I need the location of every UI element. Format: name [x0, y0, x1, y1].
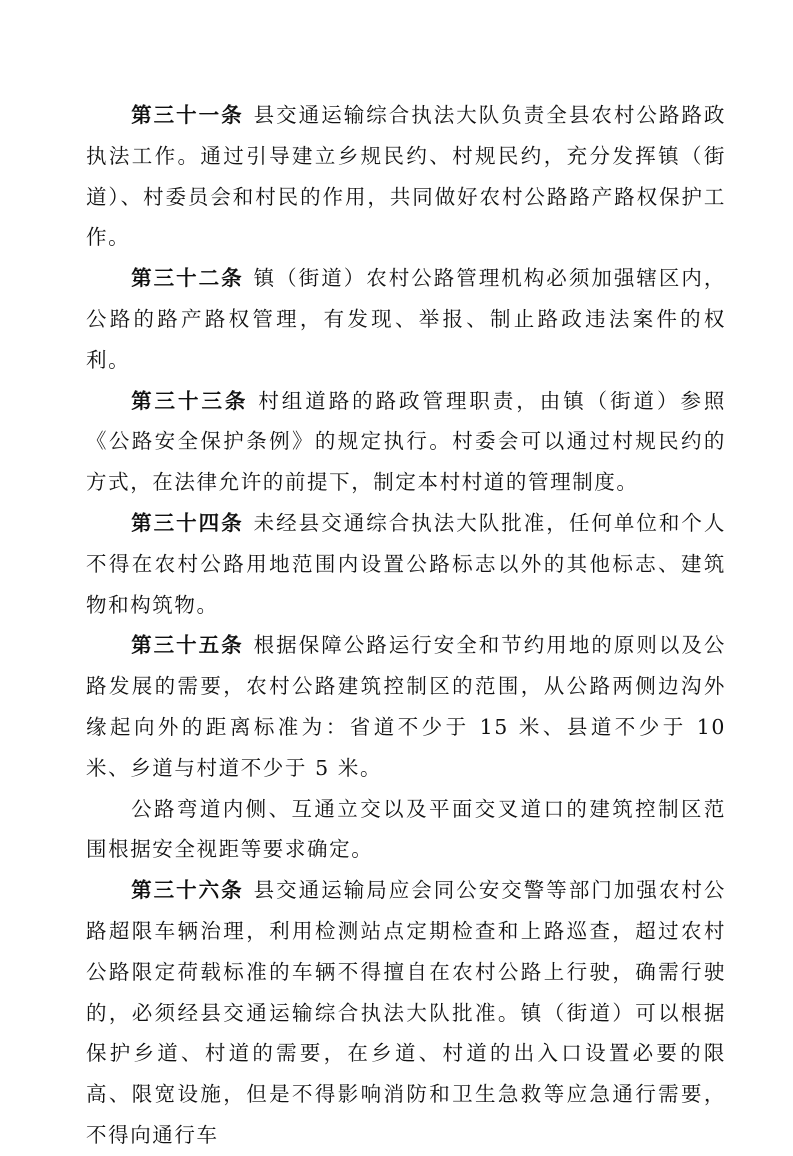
- article-title: 第三十二条: [131, 266, 244, 291]
- article-32: [86, 258, 726, 380]
- article-34: [86, 503, 726, 625]
- article-31: [86, 95, 726, 258]
- article-35-continuation: [86, 789, 726, 871]
- article-body: 县交通运输局应会同公安交警等部门加强农村公路超限车辆治理，利用检测站点定期检查和上路巡查，超过农村公路限定荷载标准的车辆不得擅自在农村公路上行驶，确需行驶的，必须经县交通运输综合执法大队批准。镇（街道）可以根据保护乡道、村道的需要，在乡道、村道的出入口设置必要的限高、限宽设施，但是不得影响消防和卫生急救等应急通行需要，不得向通行车: [86, 878, 726, 1147]
- article-body: 未经县交通综合执法大队批准，任何单位和个人不得在农村公路用地范围内设置公路标志以外的其他标志、建筑物和构筑物。: [86, 510, 726, 617]
- article-body: 村组道路的路政管理职责，由镇（街道）参照《公路安全保护条例》的规定执行。村委会可以通过村规民约的方式，在法律允许的前提下，制定本村村道的管理制度。: [86, 388, 727, 495]
- article-body: 镇（街道）农村公路管理机构必须加强辖区内，公路的路产路权管理，有发现、举报、制止路政违法案件的权利。: [86, 266, 726, 372]
- article-title: 第三十五条: [131, 633, 244, 658]
- article-33: [86, 381, 726, 503]
- article-body: 县交通运输综合执法大队负责全县农村公路路政执法工作。通过引导建立乡规民约、村规民约，充分发挥镇（街道）、村委员会和村民的作用，共同做好农村公路路产路权保护工作。: [86, 103, 726, 250]
- article-36: [86, 870, 726, 1156]
- article-35: [86, 625, 726, 788]
- article-title: 第三十一条: [131, 103, 244, 127]
- article-title: 第三十四条: [131, 510, 244, 535]
- article-title: 第三十六条: [131, 878, 244, 903]
- paragraph-body: 公路弯道内侧、互通立交以及平面交叉道口的建筑控制区范围根据安全视距等要求确定。: [86, 796, 726, 862]
- article-title: 第三十三条: [131, 388, 249, 413]
- article-body: 根据保障公路运行安全和节约用地的原则以及公路发展的需要，农村公路建筑控制区的范围，从公路两侧边沟外缘起向外的距离标准为：省道不少于 15 米、县道不少于 10 米、乡道与村道不少于 5 米。: [86, 633, 726, 780]
